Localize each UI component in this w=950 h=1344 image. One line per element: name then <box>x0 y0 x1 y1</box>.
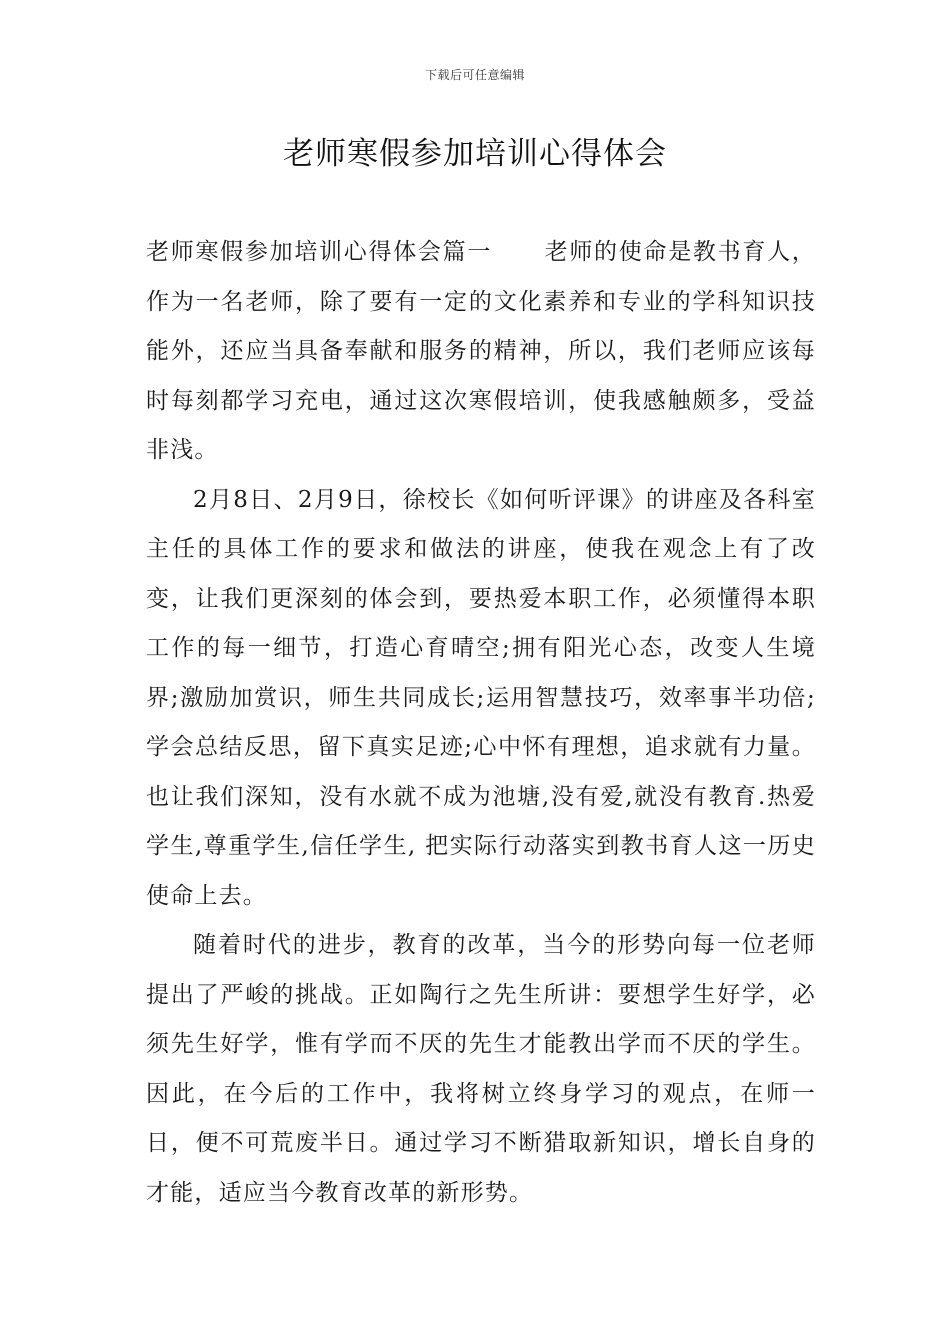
paragraph-1-text: 老师的使命是教书育人，作为一名老师，除了要有一定的文化素养和专业的学科知识技能外，还应当具备奉献和服务的精神，所以，我们老师应该每时每刻都学习充电，通过这次寒假培训，使我感触颇多，受益非浅。 <box>146 239 816 463</box>
document-body <box>146 228 816 1218</box>
paragraph-1-lead: 老师寒假参加培训心得体会篇一 <box>146 239 493 265</box>
header-note: 下载后可任意编辑 <box>424 68 525 82</box>
paragraph-2: 2月8日、2月9日，徐校长《如何听评课》的讲座及各科室主任的具体工作的要求和做法的讲座，使我在观念上有了改变，让我们更深刻的体会到，要热爱本职工作，必须懂得本职工作的每一细节，打造心育晴空;拥有阳光心态，改变人生境界;激励加赏识，师生共同成长;运用智慧技巧，效率事半功倍;学会总结反思，留下真实足迹;心中怀有理想，追求就有力量。也让我们深知，没有水就不成为池塘,没有爱,就没有教育.热爱学生,尊重学生,信任学生, 把实际行动落实到教书育人这一历史使命上去。 <box>146 486 816 909</box>
paragraph-3: 随着时代的进步，教育的改革，当今的形势向每一位老师提出了严峻的挑战。正如陶行之先生所讲：要想学生好学，必须先生好学，惟有学而不厌的先生才能教出学而不厌的学生。因此，在今后的工作中，我将树立终身学习的观点，在师一日，便不可荒废半日。通过学习不断猎取新知识，增长自身的才能，适应当今教育改革的新形势。 <box>146 932 816 1206</box>
page-title: 老师寒假参加培训心得体会 <box>283 136 667 172</box>
paragraph-1 <box>146 228 816 476</box>
